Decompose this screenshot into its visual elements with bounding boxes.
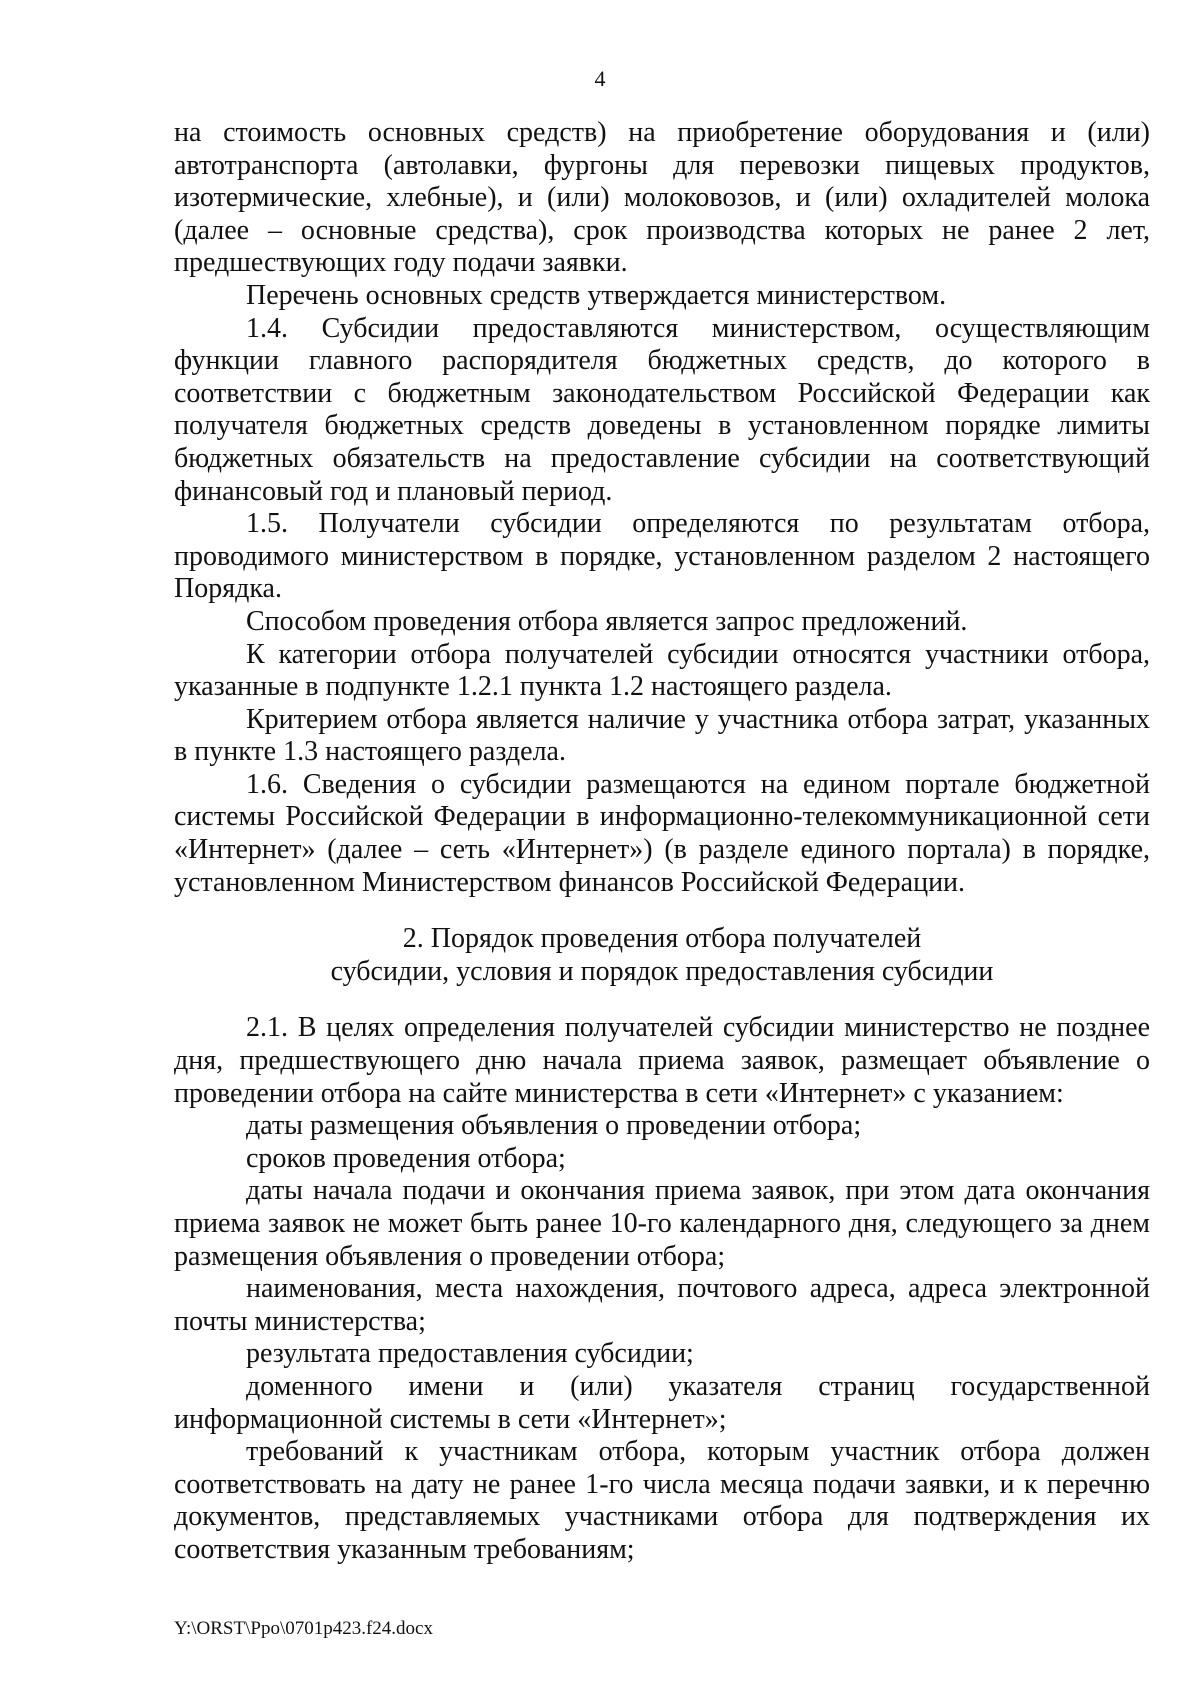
paragraph: К категории отбора получателей субсидии относятся участники отбора, указанные в подпункте 1.2.1 пункта 1.2 настоящего раздела. (174, 638, 1150, 703)
paragraph: на стоимость основных средств) на приобретение оборудования и (или) автотранспорта (автолавки, фургоны для перевозки пищевых продуктов, изотермические, хлебные), и (или) молоковозов, и (или) охладителей молока (далее – основные средства), срок производства которых не ранее 2 лет, предшествующих году подачи заявки. (174, 117, 1150, 279)
paragraph: 1.5. Получатели субсидии определяются по результатам отбора, проводимого министерством в порядке, установленном разделом 2 настоящего Порядка. (174, 508, 1150, 605)
paragraph: даты начала подачи и окончания приема заявок, при этом дата окончания приема заявок не может быть ранее 10-го календарного дня, следующего за днем размещения объявления о проведении отбора; (174, 1175, 1150, 1272)
section-heading (174, 923, 1150, 988)
paragraph: даты размещения объявления о проведении отбора; (246, 1110, 862, 1142)
paragraph: 1.6. Сведения о субсидии размещаются на едином портале бюджетной системы Российской Федерации в информационно-телекоммуникационной сети «Интернет» (далее – сеть «Интернет») (в разделе единого портала) в порядке, установленном Министерством финансов Российской Федерации. (174, 768, 1150, 898)
paragraphs-after-heading (174, 1012, 1150, 1566)
paragraphs-before-heading (174, 117, 1150, 899)
paragraph: результата предоставления субсидии; (246, 1338, 694, 1370)
paragraph: 2.1. В целях определения получателей субсидии министерство не позднее дня, предшествующего дню начала приема заявок, размещает объявление о проведении отбора на сайте министерства в сети «Интернет» с указанием: (174, 1012, 1150, 1109)
document-body (174, 117, 1150, 1567)
paragraph: Перечень основных средств утверждается министерством. (246, 279, 947, 311)
paragraph: доменного имени и (или) указателя страниц государственной информационной системы в сети «Интернет»; (174, 1370, 1150, 1435)
paragraph: Критерием отбора является наличие у участника отбора затрат, указанных в пункте 1.3 настоящего раздела. (174, 703, 1150, 768)
section-heading-line-1: 2. Порядок проведения отбора получателей (402, 923, 922, 955)
footer-file-path: Y:\ORST\Ppo\0701p423.f24.docx (174, 1618, 433, 1639)
paragraph: 1.4. Субсидии предоставляются министерством, осуществляющим функции главного распорядителя бюджетных средств, до которого в соответствии с бюджетным законодательством Российской Федерации как получателя бюджетных средств доведены в установленном порядке лимиты бюджетных обязательств на предоставление субсидии на соответствующий финансовый год и плановый период. (174, 312, 1150, 507)
paragraph: сроков проведения отбора; (246, 1142, 566, 1174)
paragraph: Способом проведения отбора является запрос предложений. (246, 605, 968, 637)
paragraph: требований к участникам отбора, которым участник отбора должен соответствовать на дату не ранее 1-го числа месяца подачи заявки, и к перечню документов, представляемых участниками отбора для подтверждения их соответствия указанным требованиям; (174, 1436, 1150, 1565)
page-number: 4 (594, 66, 606, 91)
section-heading-line-2: субсидии, условия и порядок предоставления субсидии (330, 955, 994, 987)
paragraph: наименования, места нахождения, почтового адреса, адреса электронной почты министерства; (174, 1273, 1150, 1337)
